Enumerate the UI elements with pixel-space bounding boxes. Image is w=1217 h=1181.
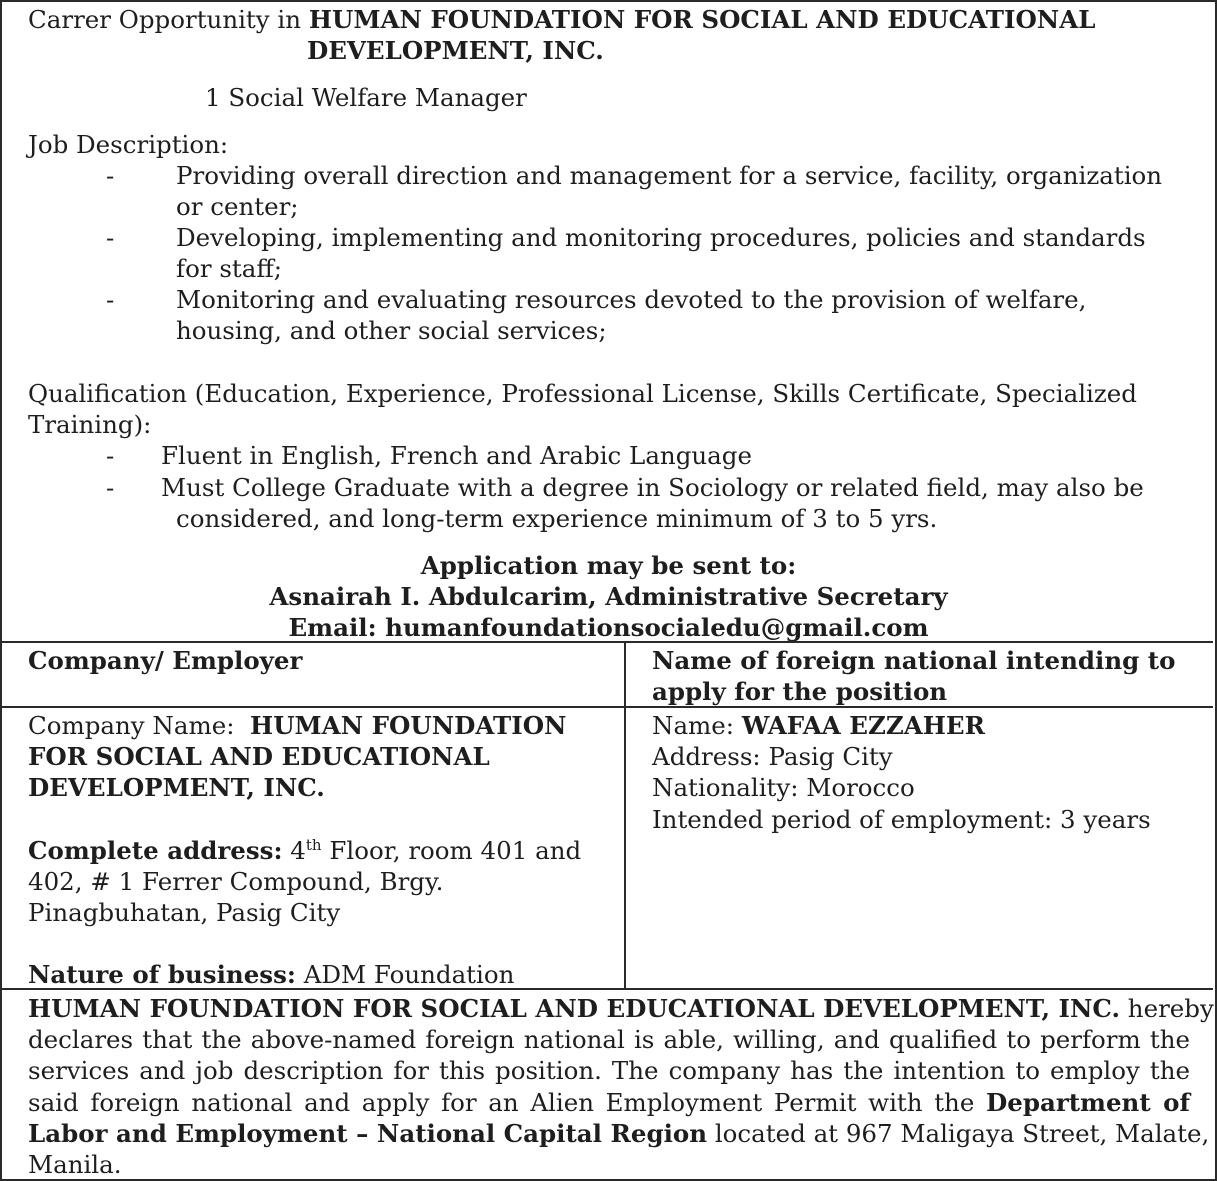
qualification-item-2-line1: Must College Graduate with a degree in Sociology or related field, may also be: [161, 473, 1144, 502]
address-line2: 402, # 1 Ferrer Compound, Brgy.: [28, 867, 444, 896]
address-line3: Pinagbuhatan, Pasig City: [28, 898, 341, 927]
declaration-line5: [28, 1118, 1210, 1149]
company-name-label: Company Name:: [28, 711, 235, 740]
foreign-name: [652, 710, 985, 741]
declaration-company: HUMAN FOUNDATION FOR SOCIAL AND EDUCATIONAL DEVELOPMENT, INC.: [28, 994, 1120, 1023]
address-floor-suffix: th: [305, 836, 322, 854]
job-description-heading: Job Description:: [28, 130, 229, 159]
job-item-3-line1: Monitoring and evaluating resources devoted to the provision of welfare,: [176, 285, 1087, 314]
application-heading: Application may be sent to:: [420, 551, 797, 580]
declaration-line3: services and job description for this position. The company has the intention to employ the: [28, 1056, 1190, 1085]
table-column-divider: [624, 641, 626, 988]
table-header-foreign-national-line1: Name of foreign national intending to: [652, 646, 1176, 675]
table-header-border: [0, 706, 1213, 708]
declaration-line4-text: said foreign national and apply for an Alien Employment Permit with the: [28, 1088, 986, 1117]
job-item-2-line1: Developing, implementing and monitoring procedures, policies and standards: [176, 223, 1146, 252]
header-company-line2: DEVELOPMENT, INC.: [307, 36, 604, 65]
declaration-line1-rest: hereby: [1120, 994, 1214, 1023]
application-email: Email: humanfoundationsocialedu@gmail.com: [288, 613, 929, 642]
foreign-name-value: WAFAA EZZAHER: [741, 711, 985, 740]
bullet-dash: -: [106, 285, 115, 314]
job-item-3-line2: housing, and other social services;: [176, 316, 607, 345]
header-line-1: [28, 4, 1095, 35]
nature-label: Nature of business:: [28, 960, 296, 989]
company-name-line1: [28, 710, 566, 741]
declaration-dole-ncr: Labor and Employment – National Capital Region: [28, 1119, 708, 1148]
declaration-line6: Manila.: [28, 1150, 122, 1179]
table-top-border: [0, 641, 1213, 643]
company-name-line3: DEVELOPMENT, INC.: [28, 773, 325, 802]
address-line1-rest: Floor, room 401 and: [321, 836, 582, 865]
qualification-item-1: Fluent in English, French and Arabic Language: [161, 441, 752, 470]
qualification-heading-line2: Training):: [28, 410, 152, 439]
qualification-heading-line1: Qualification (Education, Experience, Professional License, Skills Certificate, Specialized: [28, 379, 1137, 408]
header-prefix: Carrer Opportunity in: [28, 5, 309, 34]
table-bottom-border: [0, 988, 1213, 990]
foreign-nationality: Nationality: Morocco: [652, 773, 915, 802]
employment-period: Intended period of employment: 3 years: [652, 805, 1151, 834]
address-line1: [28, 835, 581, 866]
address-label: Complete address:: [28, 836, 283, 865]
bullet-dash: -: [106, 473, 115, 502]
table-header-employer: Company/ Employer: [28, 646, 303, 675]
foreign-name-label: Name:: [652, 711, 742, 740]
qualification-item-2-line2: considered, and long-term experience minimum of 3 to 5 yrs.: [176, 504, 938, 533]
declaration-dole: Department of: [985, 1088, 1190, 1117]
application-contact: Asnairah I. Abdulcarim, Administrative Secretary: [269, 582, 948, 611]
company-name-line2: FOR SOCIAL AND EDUCATIONAL: [28, 742, 490, 771]
address-floor-number: 4: [290, 836, 306, 865]
bullet-dash: -: [106, 441, 115, 470]
position-title: 1 Social Welfare Manager: [205, 83, 527, 112]
declaration-line1: [28, 993, 1214, 1024]
job-item-1-line2: or center;: [176, 192, 299, 221]
declaration-line4: [28, 1087, 1190, 1118]
declaration-line2: declares that the above-named foreign national is able, willing, and qualified to perform the: [28, 1025, 1190, 1054]
declaration-line5-rest: located at 967 Maligaya Street, Malate,: [707, 1119, 1210, 1148]
foreign-address: Address: Pasig City: [652, 742, 893, 771]
bullet-dash: -: [106, 223, 115, 252]
nature-of-business: [28, 959, 514, 990]
job-item-1-line1: Providing overall direction and management for a service, facility, organization: [176, 161, 1163, 190]
header-company-line1: HUMAN FOUNDATION FOR SOCIAL AND EDUCATIONAL: [308, 5, 1096, 34]
bullet-dash: -: [106, 161, 115, 190]
nature-value: ADM Foundation: [295, 960, 515, 989]
table-header-foreign-national-line2: apply for the position: [652, 677, 948, 706]
company-name-value: HUMAN FOUNDATION: [250, 711, 567, 740]
job-item-2-line2: for staff;: [176, 254, 283, 283]
